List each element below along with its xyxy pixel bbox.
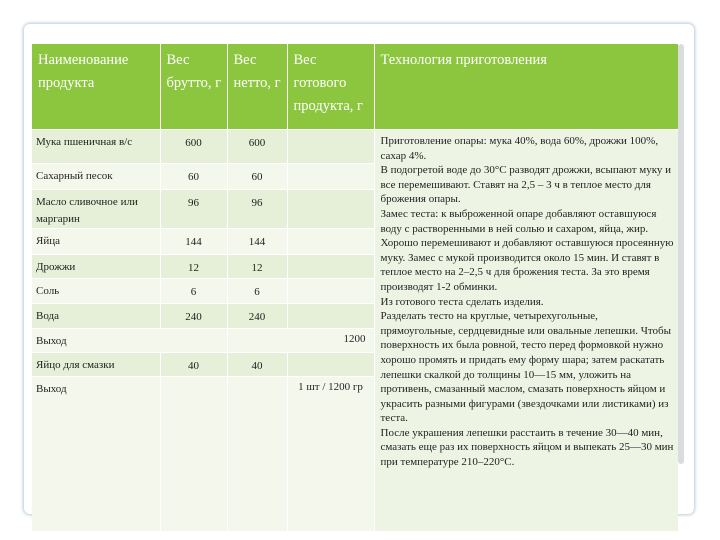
- gross-weight: [160, 377, 227, 531]
- product-name: Вода: [32, 304, 160, 329]
- final-weight: [287, 229, 374, 255]
- final-weight: [287, 190, 374, 229]
- net-weight: 144: [227, 229, 287, 255]
- final-weight: [287, 353, 374, 377]
- gross-weight: 40: [160, 353, 227, 377]
- final-weight: [287, 164, 374, 190]
- product-name: Выход: [32, 377, 160, 531]
- net-weight: [227, 377, 287, 531]
- product-name: Дрожжи: [32, 255, 160, 279]
- scrollbar[interactable]: [678, 44, 684, 464]
- net-weight: 12: [227, 255, 287, 279]
- final-weight: 1 шт / 1200 гр: [287, 377, 374, 531]
- table-row: [32, 130, 678, 164]
- net-weight: 6: [227, 279, 287, 304]
- final-weight: 1200: [227, 329, 374, 353]
- technology-text: [374, 130, 678, 531]
- header-gross: Вес брутто, г: [160, 44, 227, 130]
- product-name: Соль: [32, 279, 160, 304]
- gross-weight: 240: [160, 304, 227, 329]
- product-name: Мука пшеничная в/с: [32, 130, 160, 164]
- header-net: Вес нетто, г: [227, 44, 287, 130]
- net-weight: 600: [227, 130, 287, 164]
- recipe-table: [32, 44, 678, 531]
- technology-body: Приготовление опары: мука 40%, вода 60%, дрожжи 100%, сахар 4%. В подогретой воде до 30°С разводят дрожжи, всыпают муку и все перемешивают. Ставят на 2,5 – 3 ч в теплое место для брожения опары. Замес теста: к выброженной опаре добавляют оставшуюся воду с растворенными в ней солью и сахаром, яйца, жир. Хорошо перемешивают и добавляют оставшуюся просеянную муку. Замес с мукой производится около 15 мин. И ставят в теплое место на 2–2,5 ч для брожения теста. За это время производят 1-2 обминки. Из готового теста сделать изделия. Разделать тесто на круглые, четырехугольные, прямоугольные, сердцевидные или овальные лепешки. Чтобы поверхность их была ровной, тесто перед формовкой нужно хорошо промять и придать ему форму шара; затем раскатать лепешки скалкой до толщины 10—15 мм, уложить на противень, смазанный маслом, смазать поверхность яйцом и украсить разными фигурами (звездочками или листиками) из теста. После украшения лепешки расстаить в течение 30—40 мин, смазать еще раз их поверхность яйцом и выпекать 25—30 мин при температуре 210–220°С.: [380, 135, 674, 469]
- final-weight: [287, 130, 374, 164]
- header-row: [32, 44, 678, 130]
- product-name: Сахарный песок: [32, 164, 160, 190]
- gross-weight: 12: [160, 255, 227, 279]
- gross-weight: 6: [160, 279, 227, 304]
- gross-weight: 600: [160, 130, 227, 164]
- header-technology: Технология приготовления: [374, 44, 678, 130]
- product-name: Яйца: [32, 229, 160, 255]
- final-weight: [287, 304, 374, 329]
- header-product: Наименование продукта: [32, 44, 160, 130]
- net-weight: 60: [227, 164, 287, 190]
- product-name: Масло сливочное или маргарин: [32, 190, 160, 229]
- gross-weight: 60: [160, 164, 227, 190]
- product-name: Выход: [32, 329, 227, 353]
- gross-weight: 96: [160, 190, 227, 229]
- product-name: Яйцо для смазки: [32, 353, 160, 377]
- final-weight: [287, 255, 374, 279]
- final-weight: [287, 279, 374, 304]
- net-weight: 240: [227, 304, 287, 329]
- gross-weight: 144: [160, 229, 227, 255]
- net-weight: 96: [227, 190, 287, 229]
- net-weight: 40: [227, 353, 287, 377]
- header-final: Вес готового продукта, г: [287, 44, 374, 130]
